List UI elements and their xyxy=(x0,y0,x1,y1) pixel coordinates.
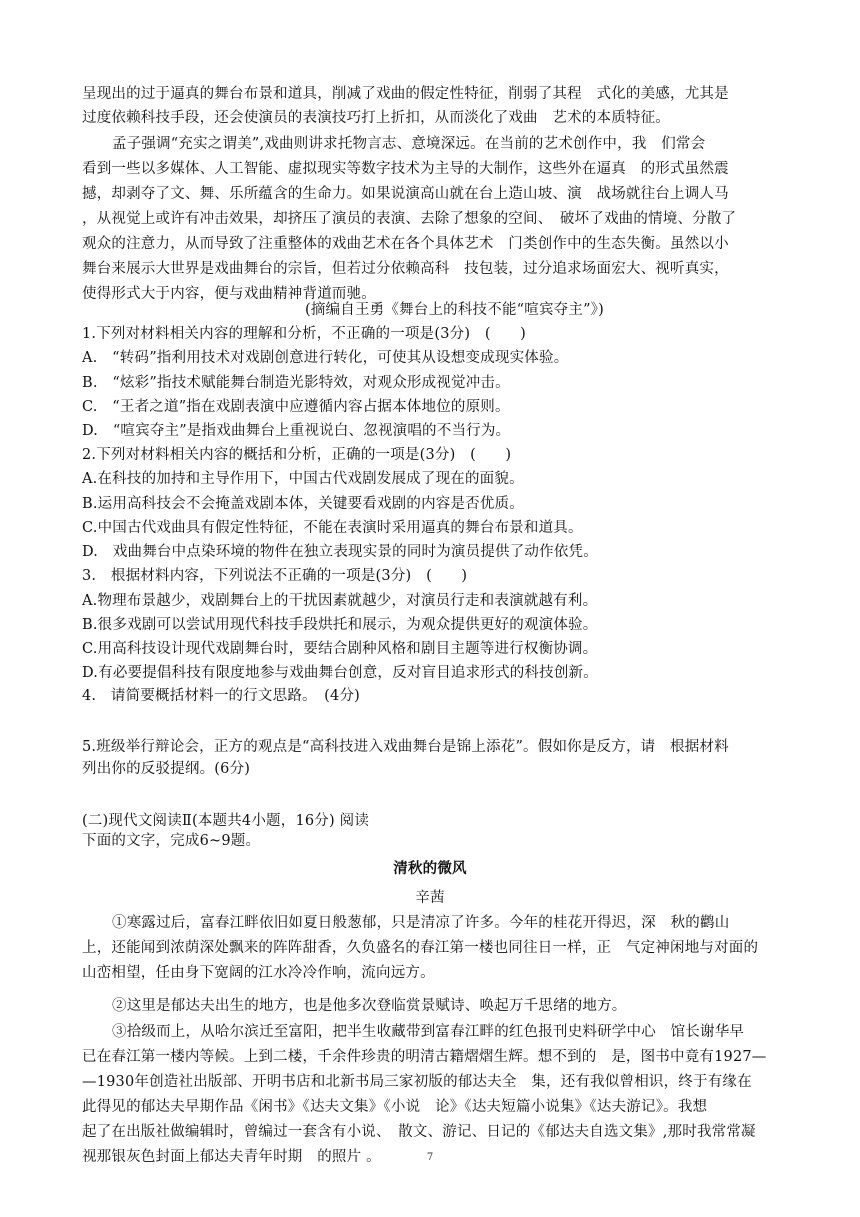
passage-line: 撼，却剥夺了文、舞、乐所蕴含的生命力。如果说演高山就在台上造山坡、演 战场就往台上调人马 xyxy=(82,186,729,202)
question-option: B.运用高科技会不会掩盖戏剧本体，关键要看戏剧的内容是否优质。 xyxy=(82,496,524,512)
question-option: A.在科技的加持和主导作用下，中国古代戏剧发展成了现在的面貌。 xyxy=(82,471,524,487)
question-line: 4. 请简要概括材料一的行文思路。 (4分) xyxy=(82,688,361,704)
passage-line: 使得形式大于内容，便与戏曲精神背道而驰。 xyxy=(82,286,376,302)
question-option: D. 戏曲舞台中点染环境的物件在独立表现实景的同时为演员提供了动作依凭。 xyxy=(82,544,598,560)
question-option: A.物理布景越少，戏剧舞台上的干扰因素就越少，对演员行走和表演就越有利。 xyxy=(82,593,598,609)
essay-line: 视那银灰色封面上郁达夫青年时期 的照片 。 xyxy=(82,1149,381,1165)
essay-line: ①寒露过后，富春江畔依旧如夏日般葱郁，只是清凉了许多。今年的桂花开得迟，深 秋的鹳山 xyxy=(112,915,730,931)
question-line: 5.班级举行辩论会，正方的观点是“高科技进入戏曲舞台是锦上添花”。假如你是反方，请 根据材料 xyxy=(82,739,729,755)
passage-line: 呈现出的过于逼真的舞台布景和道具，削减了戏曲的假定性特征，削弱了其程 式化的美感，尤其是 xyxy=(82,86,729,102)
question-line: 3. 根据材料内容，下列说法不正确的一项是(3分) ( ) xyxy=(82,568,468,584)
passage-line: 观众的注意力，从而导致了注重整体的戏曲艺术在各个具体艺术 门类创作中的生态失衡。虽然以小 xyxy=(82,236,729,252)
question-line: 列出你的反驳提纲。(6分) xyxy=(82,761,251,777)
question-line: 2.下列对材料相关内容的概括和分析，正确的一项是(3分) ( ) xyxy=(82,447,512,463)
essay-line: 起了在出版社做编辑时，曾编过一套含有小说、 散文、游记、日记的《郁达夫自选文集》,那时我常常凝 xyxy=(82,1124,756,1140)
question-option: A. “转码”指利用技术对戏剧创意进行转化，可使其从设想变成现实体验。 xyxy=(82,350,569,366)
question-line: 1.下列对材料相关内容的理解和分析，不正确的一项是(3分) ( ) xyxy=(82,326,526,342)
essay-line: 已在春江第一楼内等候。上到二楼，千余件珍贵的明清古籍熠熠生辉。想不到的 是，图书中竟有1927— xyxy=(82,1049,767,1065)
essay-line: 上，还能闻到浓荫深处飘来的阵阵甜香，久负盛名的春江第一楼也同往日一样，正 气定神闲地与对面的 xyxy=(82,940,759,956)
section-heading: 下面的文字，完成6~9题。 xyxy=(82,833,261,849)
question-option: C.用高科技设计现代戏剧舞台时，要结合剧种风格和剧目主题等进行权衡协调。 xyxy=(82,641,598,657)
passage-source: (摘编自王勇《舞台上的科技不能“喧宾夺主”》) xyxy=(305,302,604,318)
question-option: C. “王者之道”指在戏剧表演中应遵循内容占据本体地位的原则。 xyxy=(82,399,510,415)
passage-line: 舞台来展示大世界是戏曲舞台的宗旨，但若过分依赖高科 技包装，过分追求场面宏大、视听真实， xyxy=(82,261,729,277)
essay-line: —1930年创造社出版部、开明书店和北新书局三家初版的郁达夫全 集，还有我似曾相识，终于有缘在 xyxy=(82,1074,752,1090)
passage-line: 看到一些以多媒体、人工智能、虚拟现实等数字技术为主导的大制作，这些外在逼真 的形式虽然震 xyxy=(82,161,729,177)
question-option: B. “炫彩”指技术赋能舞台制造光影特效，对观众形成视觉冲击。 xyxy=(82,375,510,391)
passage-line: ，从视觉上或许有冲击效果，却挤压了演员的表演、去除了想象的空间、 破坏了戏曲的情境、分散了 xyxy=(82,211,737,227)
essay-line: 山峦相望，任由身下宽阔的江水冷冷作响，流向远方。 xyxy=(82,965,435,981)
essay-title: 清秋的微风 xyxy=(393,860,467,877)
passage-line: 过度依赖科技手段，还会使演员的表演技巧打上折扣，从而淡化了戏曲 艺术的本质特征。 xyxy=(82,110,670,126)
section-heading: (二)现代文阅读Ⅱ(本题共4小题，16分) 阅读 xyxy=(82,813,370,829)
question-option: C.中国古代戏曲具有假定性特征，不能在表演时采用逼真的舞台布景和道具。 xyxy=(82,520,583,536)
page-number: 7 xyxy=(426,1152,434,1163)
essay-line: 此得见的郁达夫早期作品《闲书》《达夫文集》《小说 论》《达夫短篇小说集》《达夫游记》。我想 xyxy=(82,1099,708,1115)
essay-line: ③拾级而上，从哈尔滨迁至富阳，把半生收藏带到富春江畔的红色报刊史料研学中心 馆长谢华早 xyxy=(112,1024,745,1040)
question-option: B.很多戏剧可以尝试用现代科技手段烘托和展示，为观众提供更好的观演体验。 xyxy=(82,617,598,633)
essay-line: ②这里是郁达夫出生的地方，也是他多次登临赏景赋诗、唤起万千思绪的地方。 xyxy=(112,998,627,1014)
essay-author: 辛茜 xyxy=(415,890,445,906)
passage-line: 孟子强调“充实之谓美”,戏曲则讲求托物言志、意境深远。在当前的艺术创作中，我 们常会 xyxy=(112,136,706,152)
question-option: D.有必要提倡科技有限度地参与戏曲舞台创意，反对盲目追求形式的科技创新。 xyxy=(82,665,598,681)
question-option: D. “喧宾夺主”是指戏曲舞台上重视说白、忽视演唱的不当行为。 xyxy=(82,423,511,439)
